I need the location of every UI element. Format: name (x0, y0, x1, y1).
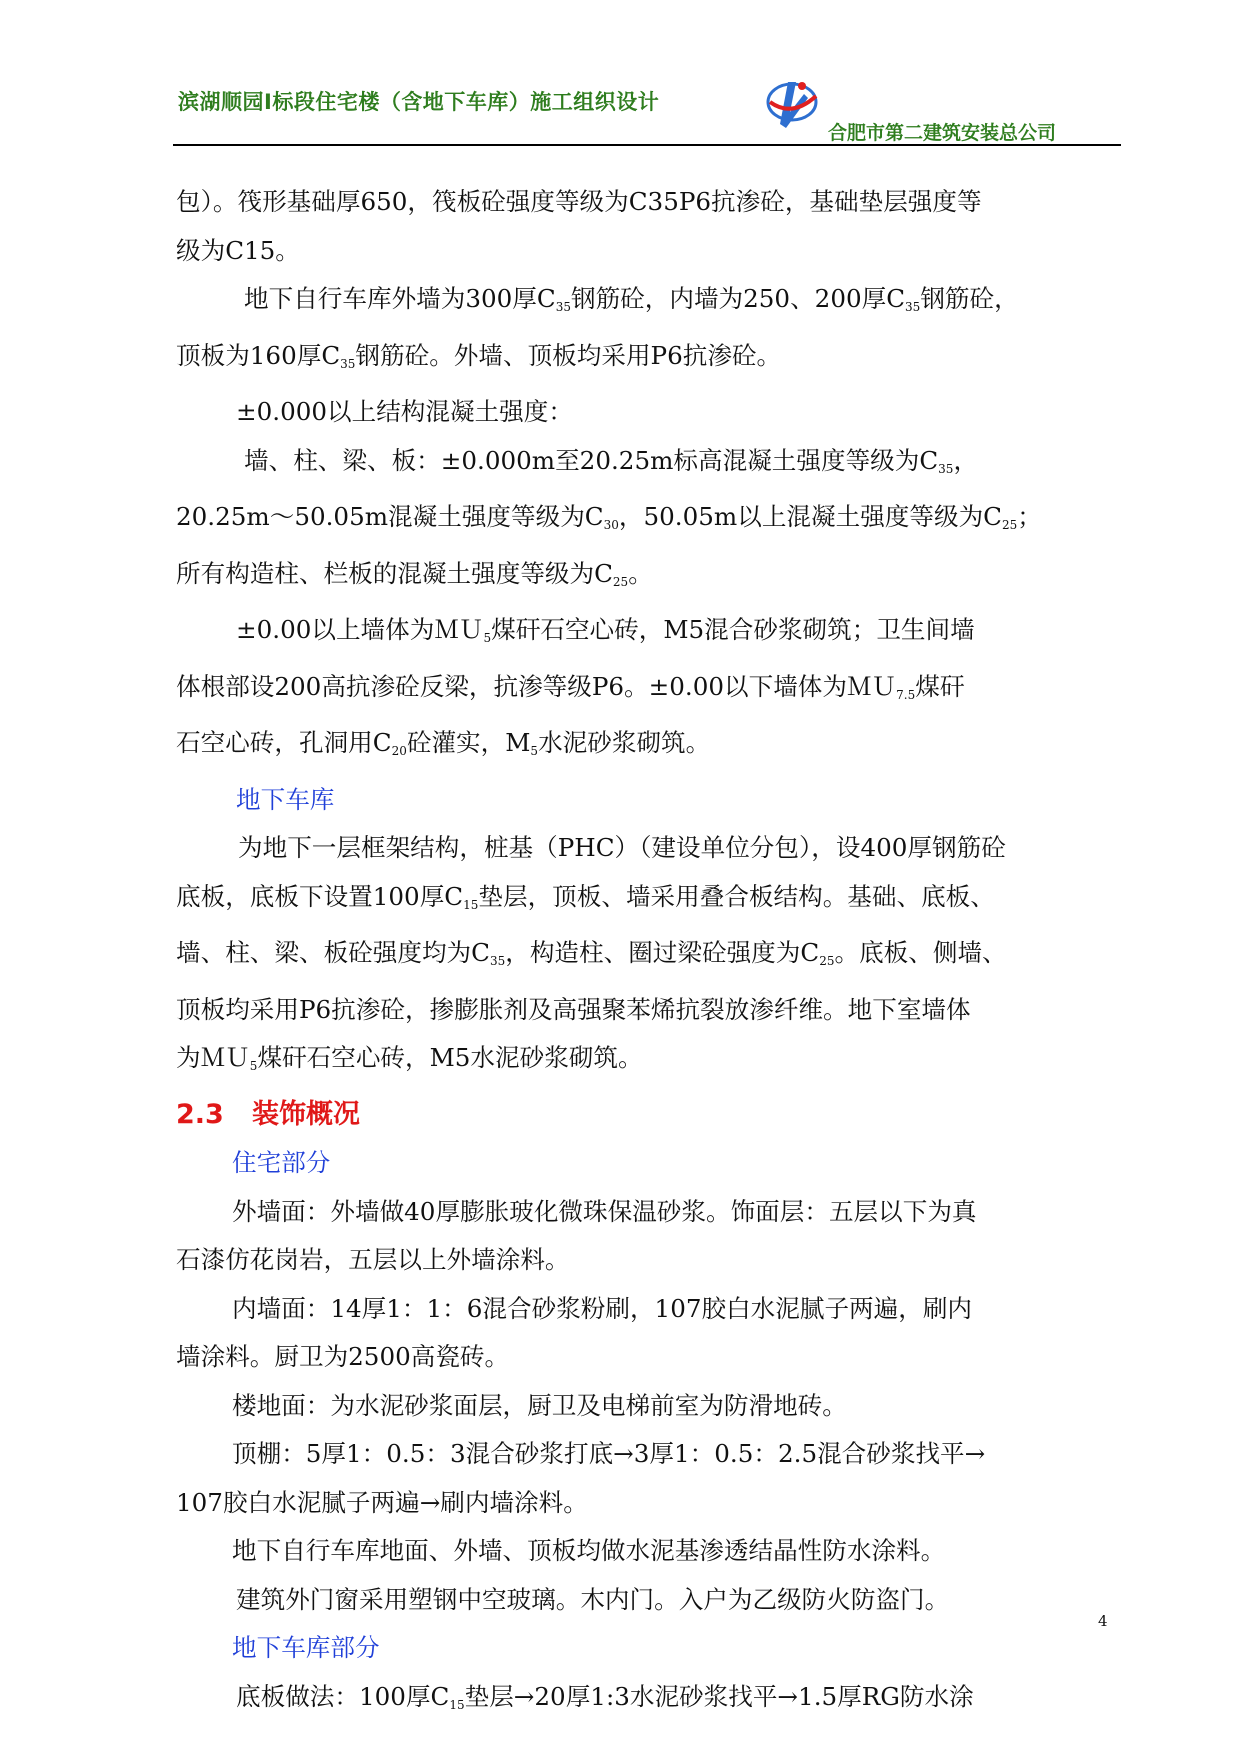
section-title: 装饰概况 (252, 1098, 360, 1130)
paragraph-line: 石漆仿花岗岩，五层以上外墙涂料。 (176, 1245, 570, 1274)
subheading-garage-part: 地下车库部分 (232, 1633, 380, 1662)
paragraph-line: 20.25m～50.05m混凝土强度等级为$C_{30}$，50.05m以上混凝土强度等级为$C_{25}$； (176, 502, 1042, 532)
company-logo-icon (762, 72, 822, 138)
paragraph-line: 石空心砖，孔洞用$C_{20}$砼灌实，$M_5$水泥砂浆砌筑。 (176, 728, 711, 758)
paragraph-line: 包）。筏形基础厚650，筏板砼强度等级为C35P6抗渗砼，基础垫层强度等 (176, 187, 982, 216)
paragraph-line: 顶板为160厚$C_{35}$钢筋砼。外墙、顶板均采用P6抗渗砼。 (176, 340, 782, 371)
section-number: 2.3 (176, 1098, 224, 1130)
paragraph-line: 底板做法：100厚$C_{15}$垫层→20厚1:3水泥砂浆找平→1.5厚RG防水涂 (236, 1681, 974, 1712)
paragraph-line: 地下自行车库外墙为300厚$C_{35}$钢筋砼，内墙为250、200厚$C_{35}$钢筋砼， (244, 284, 1019, 314)
header-company: 合肥市第二建筑安装总公司 (828, 122, 1057, 144)
paragraph-line: 107胶白水泥腻子两遍→刷内墙涂料。 (176, 1487, 588, 1517)
paragraph-line: 楼地面：为水泥砂浆面层，厨卫及电梯前室为防滑地砖。 (232, 1390, 847, 1420)
subheading-residential: 住宅部分 (232, 1148, 331, 1177)
paragraph-line: ±0.000以上结构混凝土强度： (236, 397, 573, 426)
paragraph-line: 内墙面：14厚1：1：6混合砂浆粉刷，107胶白水泥腻子两遍，刷内 (232, 1293, 973, 1323)
paragraph-line: 为ＭＵ$_5$煤矸石空心砖，M5水泥砂浆砌筑。 (176, 1043, 643, 1073)
paragraph-line: 墙、柱、梁、板：±0.000m至20.25m标高混凝土强度等级为$C_{35}$， (244, 445, 979, 476)
paragraph-line: 顶板均采用P6抗渗砼，掺膨胀剂及高强聚苯烯抗裂放渗纤维。地下室墙体 (176, 994, 971, 1024)
section-heading (176, 1091, 1120, 1140)
page-number: 4 (1098, 1612, 1108, 1630)
document-body (176, 178, 1120, 1729)
paragraph-line: 底板，底板下设置100厚$C_{15}$垫层，顶板、墙采用叠合板结构。基础、底板、 (176, 881, 995, 912)
header-title: 滨湖顺园Ⅰ标段住宅楼（含地下车库）施工组织设计 (178, 90, 660, 114)
paragraph-line: 为地下一层框架结构，桩基（PHC）（建设单位分包），设400厚钢筋砼 (238, 833, 1006, 862)
paragraph-line: 墙、柱、梁、板砼强度均为$C_{35}$，构造柱、圈过梁砼强度为$C_{25}$。底板、侧墙、 (176, 938, 1007, 968)
paragraph-line: 建筑外门窗采用塑钢中空玻璃。木内门。入户为乙级防火防盗门。 (236, 1584, 950, 1614)
paragraph-line: 所有构造柱、栏板的混凝土强度等级为$C_{25}$。 (176, 558, 653, 589)
paragraph-line: 外墙面：外墙做40厚膨胀玻化微珠保温砂浆。饰面层：五层以下为真 (232, 1196, 977, 1226)
paragraph-line: 顶棚：5厚1：0.5：3混合砂浆打底→3厚1：0.5：2.5混合砂浆找平→ (232, 1439, 986, 1468)
paragraph-line: 级为C15。 (176, 235, 300, 265)
paragraph-line: 体根部设200高抗渗砼反梁，抗渗等级P6。±0.00以下墙体为ＭＵ$_{7.5}$煤矸 (176, 671, 965, 702)
header-divider (173, 144, 1121, 146)
paragraph-line: ±0.00以上墙体为ＭＵ$_5$煤矸石空心砖，M5混合砂浆砌筑；卫生间墙 (236, 615, 975, 645)
subheading-underground-garage: 地下车库 (236, 784, 335, 814)
paragraph-line: 地下自行车库地面、外墙、顶板均做水泥基渗透结晶性防水涂料。 (232, 1536, 946, 1565)
paragraph-line: 墙涂料。厨卫为2500高瓷砖。 (176, 1342, 510, 1371)
